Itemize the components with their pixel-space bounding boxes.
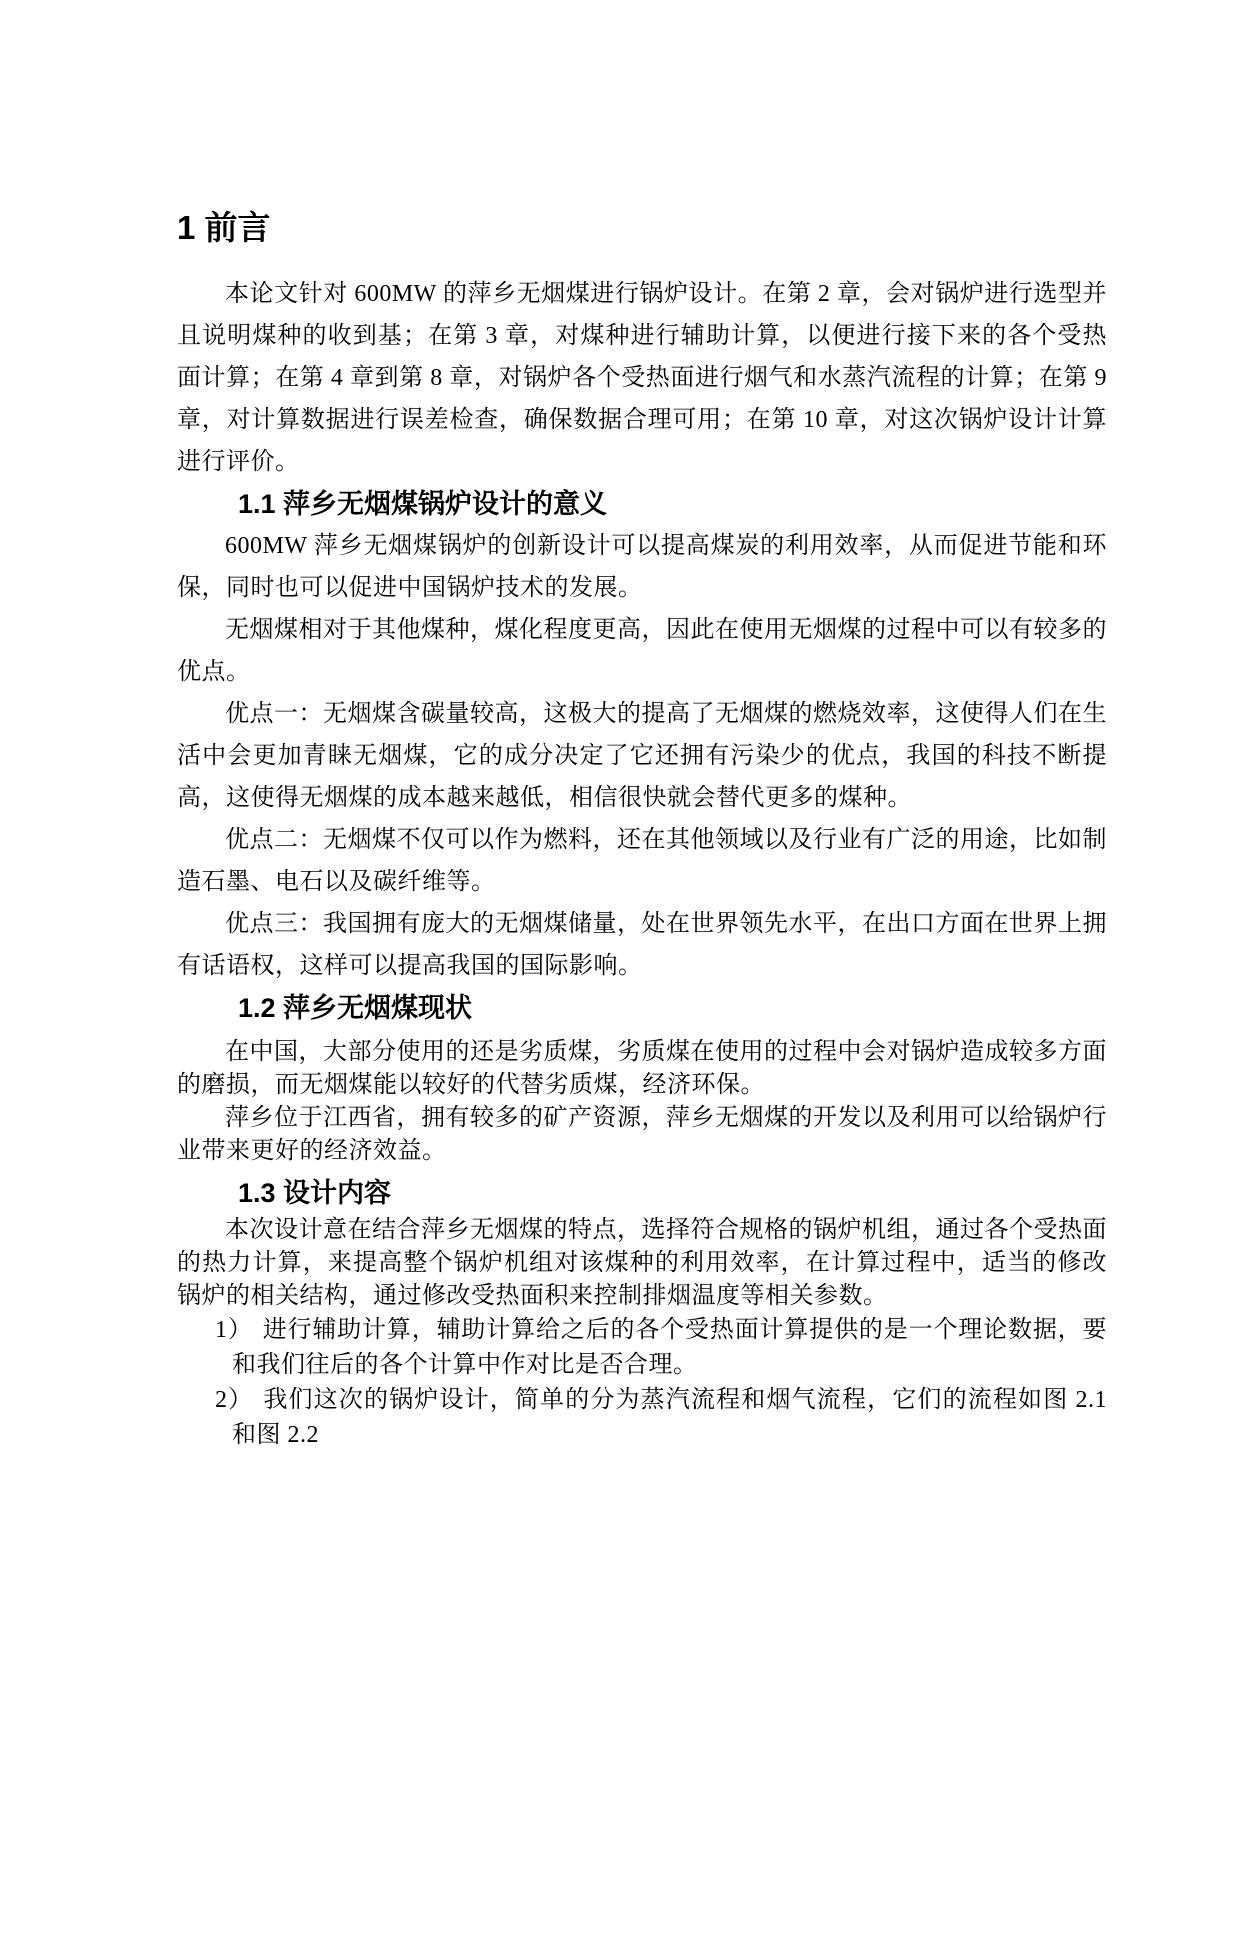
list-item-1-text: 进行辅助计算，辅助计算给之后的各个受热面计算提供的是一个理论数据，要和我们往后的各个计算中作对比是否合理。 <box>232 1317 1107 1378</box>
paragraph-significance-1: 600MW 萍乡无烟煤锅炉的创新设计可以提高煤炭的利用效率，从而促进节能和环保，同时也可以促进中国锅炉技术的发展。 <box>177 533 1107 601</box>
paragraph-status-2: 萍乡位于江西省，拥有较多的矿产资源，萍乡无烟煤的开发以及利用可以给锅炉行业带来更好的经济效益。 <box>177 1105 1107 1164</box>
document-page <box>0 206 1240 1960</box>
paragraph-design-content: 本次设计意在结合萍乡无烟煤的特点，选择符合规格的锅炉机组，通过各个受热面的热力计算，来提高整个锅炉机组对该煤种的利用效率，在计算过程中，适当的修改锅炉的相关结构，通过修改受热面积来控制排烟温度等相关参数。 <box>177 1217 1107 1309</box>
list-item-1 <box>177 1313 1107 1383</box>
section-heading-1-3: 1.3 设计内容 <box>238 1178 392 1208</box>
list-item-2 <box>177 1383 1107 1453</box>
intro-paragraph: 本论文针对 600MW 的萍乡无烟煤进行锅炉设计。在第 2 章，会对锅炉进行选型并且说明煤种的收到基；在第 3 章，对煤种进行辅助计算，以便进行接下来的各个受热面计算；在第 4 章到第 8 章，对锅炉各个受热面进行烟气和水蒸汽流程的计算；在第 9 章，对计算数据进行误差检查，确保数据合理可用；在第 10 章，对这次锅炉设计计算进行评价。 <box>177 281 1107 475</box>
list-item-1-marker: 1） <box>215 1317 253 1343</box>
section-heading-1-2: 1.2 萍乡无烟煤现状 <box>238 993 473 1023</box>
design-steps-list <box>177 1313 1107 1453</box>
section-heading-1-1: 1.1 萍乡无烟煤锅炉设计的意义 <box>238 489 608 519</box>
paragraph-advantage-2: 优点二：无烟煤不仅可以作为燃料，还在其他领域以及行业有广泛的用途，比如制造石墨、电石以及碳纤维等。 <box>177 827 1107 895</box>
paragraph-significance-2: 无烟煤相对于其他煤种，煤化程度更高，因此在使用无烟煤的过程中可以有较多的优点。 <box>177 617 1107 685</box>
paragraph-advantage-3: 优点三：我国拥有庞大的无烟煤储量，处在世界领先水平，在出口方面在世界上拥有话语权，这样可以提高我国的国际影响。 <box>177 911 1107 979</box>
list-item-2-text: 我们这次的锅炉设计，简单的分为蒸汽流程和烟气流程，它们的流程如图 2.1 和图 2.2 <box>232 1387 1108 1448</box>
chapter-title: 1 前言 <box>177 209 271 246</box>
list-item-2-marker: 2） <box>215 1387 254 1413</box>
paragraph-status-1: 在中国，大部分使用的还是劣质煤，劣质煤在使用的过程中会对锅炉造成较多方面的磨损，而无烟煤能以较好的代替劣质煤，经济环保。 <box>177 1039 1107 1098</box>
paragraph-advantage-1: 优点一：无烟煤含碳量较高，这极大的提高了无烟煤的燃烧效率，这使得人们在生活中会更加青睐无烟煤，它的成分决定了它还拥有污染少的优点，我国的科技不断提高，这使得无烟煤的成本越来越低，相信很快就会替代更多的煤种。 <box>177 701 1107 811</box>
